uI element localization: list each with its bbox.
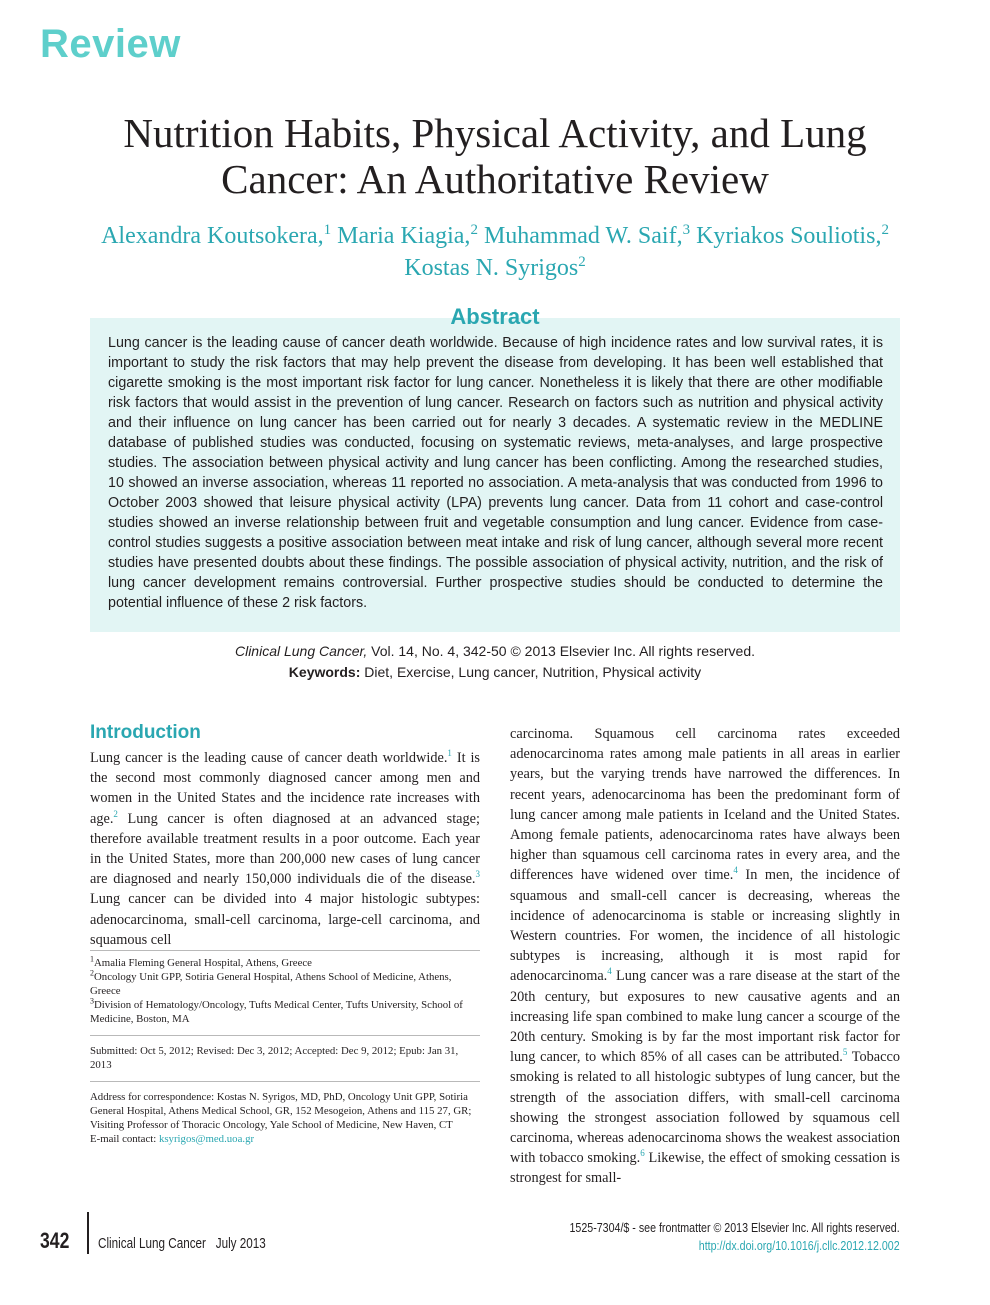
abstract-heading: Abstract: [450, 304, 540, 329]
author[interactable]: Muhammad W. Saif,: [483, 223, 683, 249]
footnote-divider: [90, 950, 480, 951]
introduction-heading: Introduction: [90, 722, 201, 743]
text-run: carcinoma. Squamous cell carcinoma rates exceeded adenocarcinoma rates among male patients in all areas in earlier years, but the varying trends have narrowed the differences. In recent years, adenocarcinoma has been the predominant form of lung cancer among male patients in Iceland and the United States. Among female patients, adenocarcinoma rates have always been higher than squamous cell carcinoma rates in every area, and the differences have widened over time.: [510, 726, 900, 884]
footnotes: [90, 956, 480, 1146]
footer-journal: Clinical Lung Cancer July 2013: [98, 1235, 266, 1252]
text-run: In men, the incidence of squamous and small-cell cancer is decreasing, whereas the incidence of adenocarcinoma is stable or increasing slightly in Western countries. For women, the incidence of all histologic subtypes is increasing, although it is most rapid for adenocarcinoma.: [510, 867, 900, 985]
page-number: 342: [40, 1228, 70, 1253]
footnote-separator: [90, 1081, 480, 1082]
affiliation-footnote: $^1$Amalia Fleming General Hospital, Athens, Greece: [90, 954, 312, 969]
article-title: Nutrition Habits, Physical Activity, and Lung Cancer: An Authoritative Review: [123, 110, 867, 202]
reference-link[interactable]: 2: [113, 808, 118, 819]
doi-link[interactable]: http://dx.doi.org/10.1016/j.cllc.2012.12.002: [699, 1238, 900, 1253]
reference-link[interactable]: 1: [447, 748, 452, 759]
footer-right: [570, 1219, 900, 1255]
reference-link[interactable]: 6: [640, 1148, 645, 1159]
text-run: Lung cancer was a rare disease at the start of the 20th century, but exposures to new causative agents and an increasing life span combined to make lung cancer a scourge of the 20th century. Smoking is by far the most important risk factor for lung cancer, to which 85% of all cases can be attributed.: [510, 968, 900, 1066]
text-run: Tobacco smoking is related to all histologic subtypes of lung cancer, but the strength of the association differs, with small-cell carcinoma showing the strongest association followed by squamous cell carcinoma, whereas adenocarcinoma shows the weakest association with tobacco smoking.: [510, 1049, 900, 1167]
affiliation-mark: 3: [682, 222, 691, 238]
footer-divider: [87, 1212, 89, 1254]
text-run: Likewise, the effect of smoking cessation is strongest for small-: [510, 1150, 900, 1187]
issn-line: 1525-7304/$ - see frontmatter © 2013 Elsevier Inc. All rights reserved.: [569, 1220, 900, 1235]
text-run: Lung cancer is the leading cause of cancer death worldwide.: [90, 750, 448, 766]
email-link[interactable]: ksyrigos@med.uoa.gr: [158, 1133, 255, 1145]
correspondence: Address for correspondence: Kostas N. Syrigos, MD, PhD, Oncology Unit GPP, Sotiria General Hospital, Athens Medical School, GR, 152 Mesogeion, Athens and 115 27, GR; Visiting Professor of Thoracic Oncology, Yale School of Medicine, New Haven, CT: [90, 1091, 472, 1131]
reference-link[interactable]: 4: [733, 865, 738, 876]
body-column-right: [510, 724, 900, 1189]
submission-dates: Submitted: Oct 5, 2012; Revised: Dec 3, 2012; Accepted: Dec 9, 2012; Epub: Jan 31, 2013: [90, 1045, 459, 1071]
citation-journal: Clinical Lung Cancer,: [234, 643, 368, 659]
text-run: Lung cancer is often diagnosed at an advanced stage; therefore available treatment results in a poor outcome. Each year in the United States, more than 200,000 new cases of lung cancer are diagnosed and nearly 150,000 individuals die of the disease.: [90, 810, 480, 888]
email-line: E-mail contact: ksyrigos@med.uoa.gr: [90, 1133, 255, 1145]
affiliation-footnote: $^3$Division of Hematology/Oncology, Tufts Medical Center, Tufts University, School of Medicine, Boston, MA: [90, 996, 463, 1025]
citation-details: Vol. 14, No. 4, 342-50 © 2013 Elsevier Inc. All rights reserved.: [367, 643, 756, 659]
text-run: Lung cancer can be divided into 4 major histologic subtypes: adenocarcinoma, small-cell carcinoma, large-cell carcinoma, and squamous cell: [90, 891, 480, 948]
keywords: Diet, Exercise, Lung cancer, Nutrition, Physical activity: [360, 664, 702, 680]
citation-line: [0, 641, 990, 662]
author-list: [60, 220, 930, 284]
body-column-left: [90, 748, 480, 950]
author[interactable]: Maria Kiagia,: [337, 223, 471, 249]
paragraph: [510, 724, 900, 1189]
affiliation-mark: 2: [470, 222, 478, 238]
abstract-text: Lung cancer is the leading cause of cancer death worldwide. Because of high incidence rates and low survival rates, it is important to study the risk factors that may help prevent the disease from developing. It has been well established that cigarette smoking is the most important risk factor for lung cancer. Nonetheless it is likely that there are other modifiable risk factors that would assist in the prevention of lung cancer. Research on factors such as nutrition and physical activity and their influence on lung cancer has been carried out for nearly 3 decades. A systematic review in the MEDLINE database of published studies was conducted, focusing on systematic reviews, meta-analyses, and large prospective studies. The association between physical activity and lung cancer has been conflicting. Among the researched studies, 10 showed an inverse association, whereas 11 reported no association. A meta-analysis that was conducted from 1996 to October 2003 showed that leisure physical activity (LPA) prevents lung cancer. Data from 11 cohort and case-control studies showed an inverse relationship between fruit and vegetable consumption and lung cancer. Evidence from case-control studies suggests a positive association between meat intake and risk of lung cancer, although several more recent studies have presented doubts about these findings. The possible association of physical activity, nutrition, and the risk of lung cancer development remains controversial. Further prospective studies should be conducted to determine the potential influence of these 2 risk factors.: [108, 335, 883, 611]
author[interactable]: Alexandra Koutsokera,: [101, 223, 324, 249]
author[interactable]: Kyriakos Souliotis,: [696, 223, 882, 249]
section-label: Review: [40, 22, 181, 66]
keywords-label: Keywords:: [288, 664, 361, 680]
affiliation-mark: 2: [881, 222, 889, 238]
paragraph: [90, 748, 480, 950]
affiliation-footnote: $^2$Oncology Unit GPP, Sotiria General Hospital, Athens School of Medicine, Athens, Greece: [90, 968, 452, 997]
affiliation-mark: 1: [323, 222, 332, 238]
text-run: It is the second most commonly diagnosed cancer among men and women in the United States and the incidence rate increases with age.: [90, 750, 480, 827]
reference-link[interactable]: 4: [607, 966, 612, 977]
affiliation-mark: 2: [578, 254, 586, 270]
reference-link[interactable]: 5: [842, 1047, 848, 1058]
footnote-separator: [90, 1035, 480, 1036]
keywords-line: [0, 662, 990, 683]
citation-block: [0, 641, 990, 683]
author[interactable]: Kostas N. Syrigos: [404, 255, 579, 281]
reference-link[interactable]: 3: [475, 869, 480, 880]
